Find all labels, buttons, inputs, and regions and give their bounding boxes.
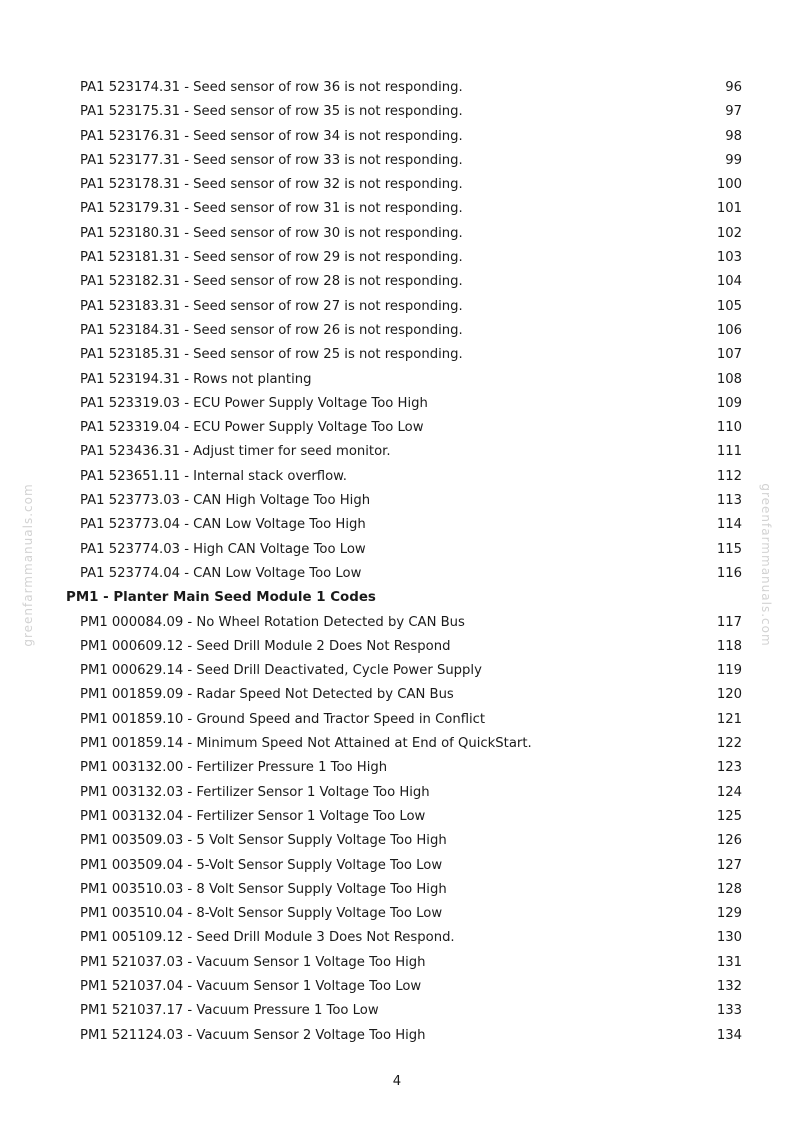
toc-entry-label: PM1 521124.03 - Vacuum Sensor 2 Voltage Too High	[80, 1027, 426, 1043]
watermark-left: greenfarmmanuals.com	[21, 483, 35, 647]
toc-entry[interactable]	[0, 611, 794, 635]
toc-entry[interactable]	[0, 197, 794, 221]
toc-entry-page-number: 130	[716, 930, 742, 946]
toc-entry[interactable]	[0, 465, 794, 489]
toc-entry[interactable]	[0, 902, 794, 926]
toc-entry-page-number: 109	[716, 395, 742, 411]
toc-entry-label: PA1 523651.11 - Internal stack overflow.	[80, 468, 347, 484]
toc-entry-label: PA1 523174.31 - Seed sensor of row 36 is not responding.	[80, 80, 463, 95]
toc-entry-page-number: 115	[716, 541, 742, 557]
toc-entry[interactable]	[0, 368, 794, 392]
toc-entry[interactable]	[0, 975, 794, 999]
toc-entry-page-number: 134	[716, 1027, 742, 1043]
toc-entry-label: PA1 523182.31 - Seed sensor of row 28 is not responding.	[80, 274, 463, 290]
toc-entry[interactable]	[0, 489, 794, 513]
toc-entry-label: PM1 000609.12 - Seed Drill Module 2 Does Not Respond	[80, 638, 451, 654]
toc-entry[interactable]	[0, 732, 794, 756]
toc-entry-page-number: 102	[716, 225, 742, 241]
toc-entry-page-number: 105	[716, 298, 742, 314]
toc-entry[interactable]	[0, 538, 794, 562]
toc-entry[interactable]	[0, 659, 794, 683]
toc-entry-label: PA1 523774.03 - High CAN Voltage Too Low	[80, 541, 366, 557]
toc-entry[interactable]	[0, 222, 794, 246]
toc-entry-label: PM1 001859.09 - Radar Speed Not Detected by CAN Bus	[80, 687, 454, 703]
toc-entry-page-number: 122	[716, 736, 742, 752]
toc-entry-label: PA1 523178.31 - Seed sensor of row 32 is not responding.	[80, 177, 463, 193]
toc-entry-page-number: 97	[725, 104, 742, 120]
toc-entry-label: PM1 003509.03 - 5 Volt Sensor Supply Voltage Too High	[80, 833, 447, 849]
table-of-contents	[0, 76, 794, 1048]
toc-entry[interactable]	[0, 246, 794, 270]
toc-entry-label: PA1 523183.31 - Seed sensor of row 27 is not responding.	[80, 298, 463, 314]
toc-entry-page-number: 118	[716, 638, 742, 654]
toc-entry[interactable]	[0, 343, 794, 367]
toc-entry-page-number: 116	[716, 565, 742, 581]
toc-section-heading	[0, 586, 794, 610]
toc-entry-label: PM1 000084.09 - No Wheel Rotation Detected by CAN Bus	[80, 614, 465, 630]
toc-entry-label: PM1 521037.03 - Vacuum Sensor 1 Voltage Too High	[80, 954, 426, 970]
toc-entry[interactable]	[0, 708, 794, 732]
toc-entry-page-number: 132	[716, 978, 742, 994]
toc-entry-label: PA1 523773.04 - CAN Low Voltage Too High	[80, 517, 366, 533]
toc-entry-page-number: 124	[716, 784, 742, 800]
toc-entry-page-number: 119	[716, 663, 742, 679]
toc-entry-page-number: 120	[716, 687, 742, 703]
toc-entry[interactable]	[0, 319, 794, 343]
toc-entry-page-number: 127	[716, 857, 742, 873]
toc-entry-label: PA1 523319.03 - ECU Power Supply Voltage Too High	[80, 395, 428, 411]
toc-entry-label: PM1 521037.04 - Vacuum Sensor 1 Voltage Too Low	[80, 978, 422, 994]
toc-entry-label: PA1 523185.31 - Seed sensor of row 25 is not responding.	[80, 347, 463, 363]
toc-entry-label: PA1 523181.31 - Seed sensor of row 29 is not responding.	[80, 250, 463, 266]
toc-entry-page-number: 106	[716, 322, 742, 338]
toc-entry-label: PA1 523194.31 - Rows not planting	[80, 371, 312, 387]
toc-entry[interactable]	[0, 829, 794, 853]
toc-entry-page-number: 131	[716, 954, 742, 970]
toc-entry-page-number: 126	[716, 833, 742, 849]
toc-entry[interactable]	[0, 270, 794, 294]
toc-entry-page-number: 133	[716, 1003, 742, 1019]
toc-entry-label: PM1 003510.04 - 8-Volt Sensor Supply Voltage Too Low	[80, 906, 443, 922]
toc-entry-label: PA1 523184.31 - Seed sensor of row 26 is not responding.	[80, 322, 463, 338]
toc-entry-label: PM1 000629.14 - Seed Drill Deactivated, Cycle Power Supply	[80, 663, 482, 679]
toc-entry[interactable]	[0, 854, 794, 878]
toc-entry-page-number: 98	[725, 128, 742, 144]
toc-entry-label: PA1 523180.31 - Seed sensor of row 30 is not responding.	[80, 225, 463, 241]
toc-entry-page-number: 110	[716, 420, 742, 436]
toc-entry-label: PM1 521037.17 - Vacuum Pressure 1 Too Low	[80, 1003, 379, 1019]
toc-entry-page-number: 129	[716, 906, 742, 922]
toc-entry-label: PM1 003509.04 - 5-Volt Sensor Supply Voltage Too Low	[80, 857, 443, 873]
toc-entry[interactable]	[0, 392, 794, 416]
section-title: PM1 - Planter Main Seed Module 1 Codes	[66, 590, 376, 606]
toc-entry[interactable]	[0, 100, 794, 124]
toc-entry-label: PA1 523436.31 - Adjust timer for seed monitor.	[80, 444, 391, 460]
toc-entry-label: PM1 003132.04 - Fertilizer Sensor 1 Voltage Too Low	[80, 808, 426, 824]
footer-page-number: 4	[392, 1074, 402, 1089]
toc-entry[interactable]	[0, 756, 794, 780]
toc-entry[interactable]	[0, 125, 794, 149]
toc-entry-page-number: 103	[716, 250, 742, 266]
toc-entry-page-number: 112	[716, 468, 742, 484]
toc-entry-label: PM1 003510.03 - 8 Volt Sensor Supply Voltage Too High	[80, 881, 447, 897]
toc-entry-page-number: 114	[716, 517, 742, 533]
toc-entry-label: PM1 001859.10 - Ground Speed and Tractor Speed in Conflict	[80, 711, 486, 727]
toc-entry-page-number: 96	[725, 80, 742, 95]
toc-entry-page-number: 128	[716, 881, 742, 897]
toc-entry-page-number: 101	[716, 201, 742, 217]
toc-entry[interactable]	[0, 295, 794, 319]
toc-entry-page-number: 111	[716, 444, 742, 460]
toc-entry-label: PM1 003132.00 - Fertilizer Pressure 1 Too High	[80, 760, 388, 776]
toc-entry[interactable]	[0, 683, 794, 707]
toc-entry-label: PM1 005109.12 - Seed Drill Module 3 Does Not Respond.	[80, 930, 455, 946]
toc-entry-label: PM1 003132.03 - Fertilizer Sensor 1 Voltage Too High	[80, 784, 430, 800]
toc-entry-page-number: 125	[716, 808, 742, 824]
toc-entry[interactable]	[0, 149, 794, 173]
toc-entry-page-number: 121	[716, 711, 742, 727]
toc-entry-label: PA1 523773.03 - CAN High Voltage Too High	[80, 493, 371, 509]
toc-entry[interactable]	[0, 805, 794, 829]
toc-entry-page-number: 117	[716, 614, 742, 630]
toc-entry[interactable]	[0, 562, 794, 586]
toc-entry-page-number: 113	[716, 493, 742, 509]
toc-entry-page-number: 104	[716, 274, 742, 290]
toc-entry[interactable]	[0, 878, 794, 902]
toc-entry-label: PA1 523175.31 - Seed sensor of row 35 is not responding.	[80, 104, 463, 120]
toc-entry[interactable]	[0, 440, 794, 464]
toc-entry-page-number: 99	[725, 152, 742, 168]
toc-entry-label: PA1 523176.31 - Seed sensor of row 34 is not responding.	[80, 128, 463, 144]
toc-entry[interactable]	[0, 999, 794, 1023]
toc-entry-page-number: 100	[716, 177, 742, 193]
toc-entry-page-number: 108	[716, 371, 742, 387]
toc-entry-label: PA1 523319.04 - ECU Power Supply Voltage Too Low	[80, 420, 424, 436]
toc-entry[interactable]	[0, 513, 794, 537]
toc-entry[interactable]	[0, 951, 794, 975]
toc-entry-label: PA1 523774.04 - CAN Low Voltage Too Low	[80, 565, 362, 581]
toc-entry[interactable]	[0, 926, 794, 950]
toc-entry-page-number: 123	[716, 760, 742, 776]
toc-entry[interactable]	[0, 173, 794, 197]
toc-entry[interactable]	[0, 416, 794, 440]
toc-entry-label: PM1 001859.14 - Minimum Speed Not Attained at End of QuickStart.	[80, 736, 532, 752]
watermark-right: greenfarmmanuals.com	[759, 483, 773, 647]
toc-entry[interactable]	[0, 1024, 794, 1048]
toc-entry[interactable]	[0, 635, 794, 659]
toc-entry-label: PA1 523177.31 - Seed sensor of row 33 is not responding.	[80, 152, 463, 168]
toc-entry[interactable]	[0, 781, 794, 805]
toc-entry-page-number: 107	[716, 347, 742, 363]
toc-entry-label: PA1 523179.31 - Seed sensor of row 31 is not responding.	[80, 201, 463, 217]
toc-entry[interactable]	[0, 76, 794, 100]
